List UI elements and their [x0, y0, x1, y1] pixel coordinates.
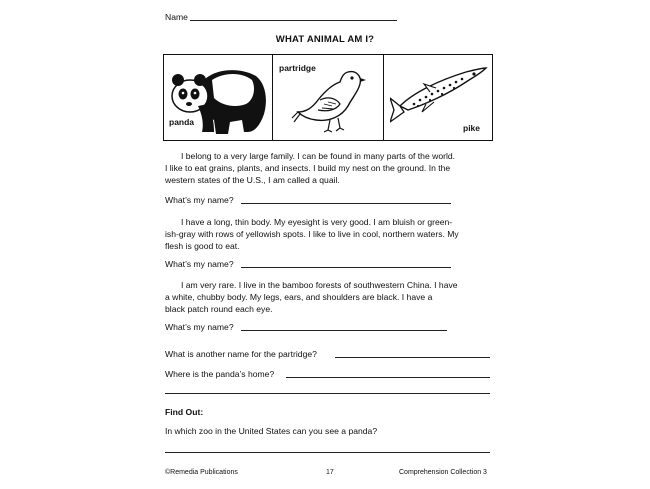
panda-label: panda [169, 117, 195, 127]
riddle-line: ish-gray with rows of yellowish spots. I like to live in cool, northern waters. My [165, 229, 459, 239]
footer-collection: Comprehension Collection 3 [399, 469, 487, 476]
riddle-line: black patch round each eye. [165, 304, 273, 314]
partridge-illustration [290, 58, 370, 138]
partridge-label: partridge [279, 63, 316, 73]
riddle-line: I am very rare. I live in the bamboo forests of southwestern China. I have [181, 280, 458, 290]
pike-label: pike [463, 123, 481, 133]
question-panda-home: Where is the panda’s home? [165, 369, 275, 379]
find-out-question: In which zoo in the United States can you see a panda? [165, 426, 378, 436]
answer-line[interactable] [165, 452, 490, 453]
name-answer-line[interactable] [190, 20, 397, 21]
pike-illustration [390, 62, 488, 124]
answer-line[interactable] [335, 357, 490, 358]
riddle-line: I like to eat grains, plants, and insects. I build my nest on the ground. In the [165, 163, 451, 173]
riddle-prompt: What’s my name? [165, 259, 234, 269]
riddle-line: a white, chubby body. My legs, ears, and shoulders are black. I have a [165, 292, 433, 302]
answer-line[interactable] [241, 330, 447, 331]
answer-line[interactable] [286, 377, 490, 378]
riddle-line: I have a long, thin body. My eyesight is very good. I am bluish or green- [181, 217, 453, 227]
find-out-heading: Find Out: [165, 407, 204, 417]
panel-divider [383, 54, 384, 141]
footer-publisher: ©Remedia Publications [165, 469, 238, 476]
footer-page-number: 17 [326, 469, 334, 476]
answer-line[interactable] [241, 203, 451, 204]
answer-line[interactable] [241, 267, 451, 268]
riddle-line: flesh is good to eat. [165, 241, 240, 251]
name-label: Name [165, 12, 188, 22]
question-partridge: What is another name for the partridge? [165, 349, 317, 359]
answer-line[interactable] [165, 393, 490, 394]
riddle-prompt: What’s my name? [165, 322, 234, 332]
worksheet-title: WHAT ANIMAL AM I? [275, 34, 375, 45]
riddle-line: western states of the U.S., I am called a quail. [165, 175, 340, 185]
riddle-line: I belong to a very large family. I can be found in many parts of the world. [181, 151, 456, 161]
riddle-prompt: What’s my name? [165, 195, 234, 205]
panel-divider [272, 54, 273, 141]
